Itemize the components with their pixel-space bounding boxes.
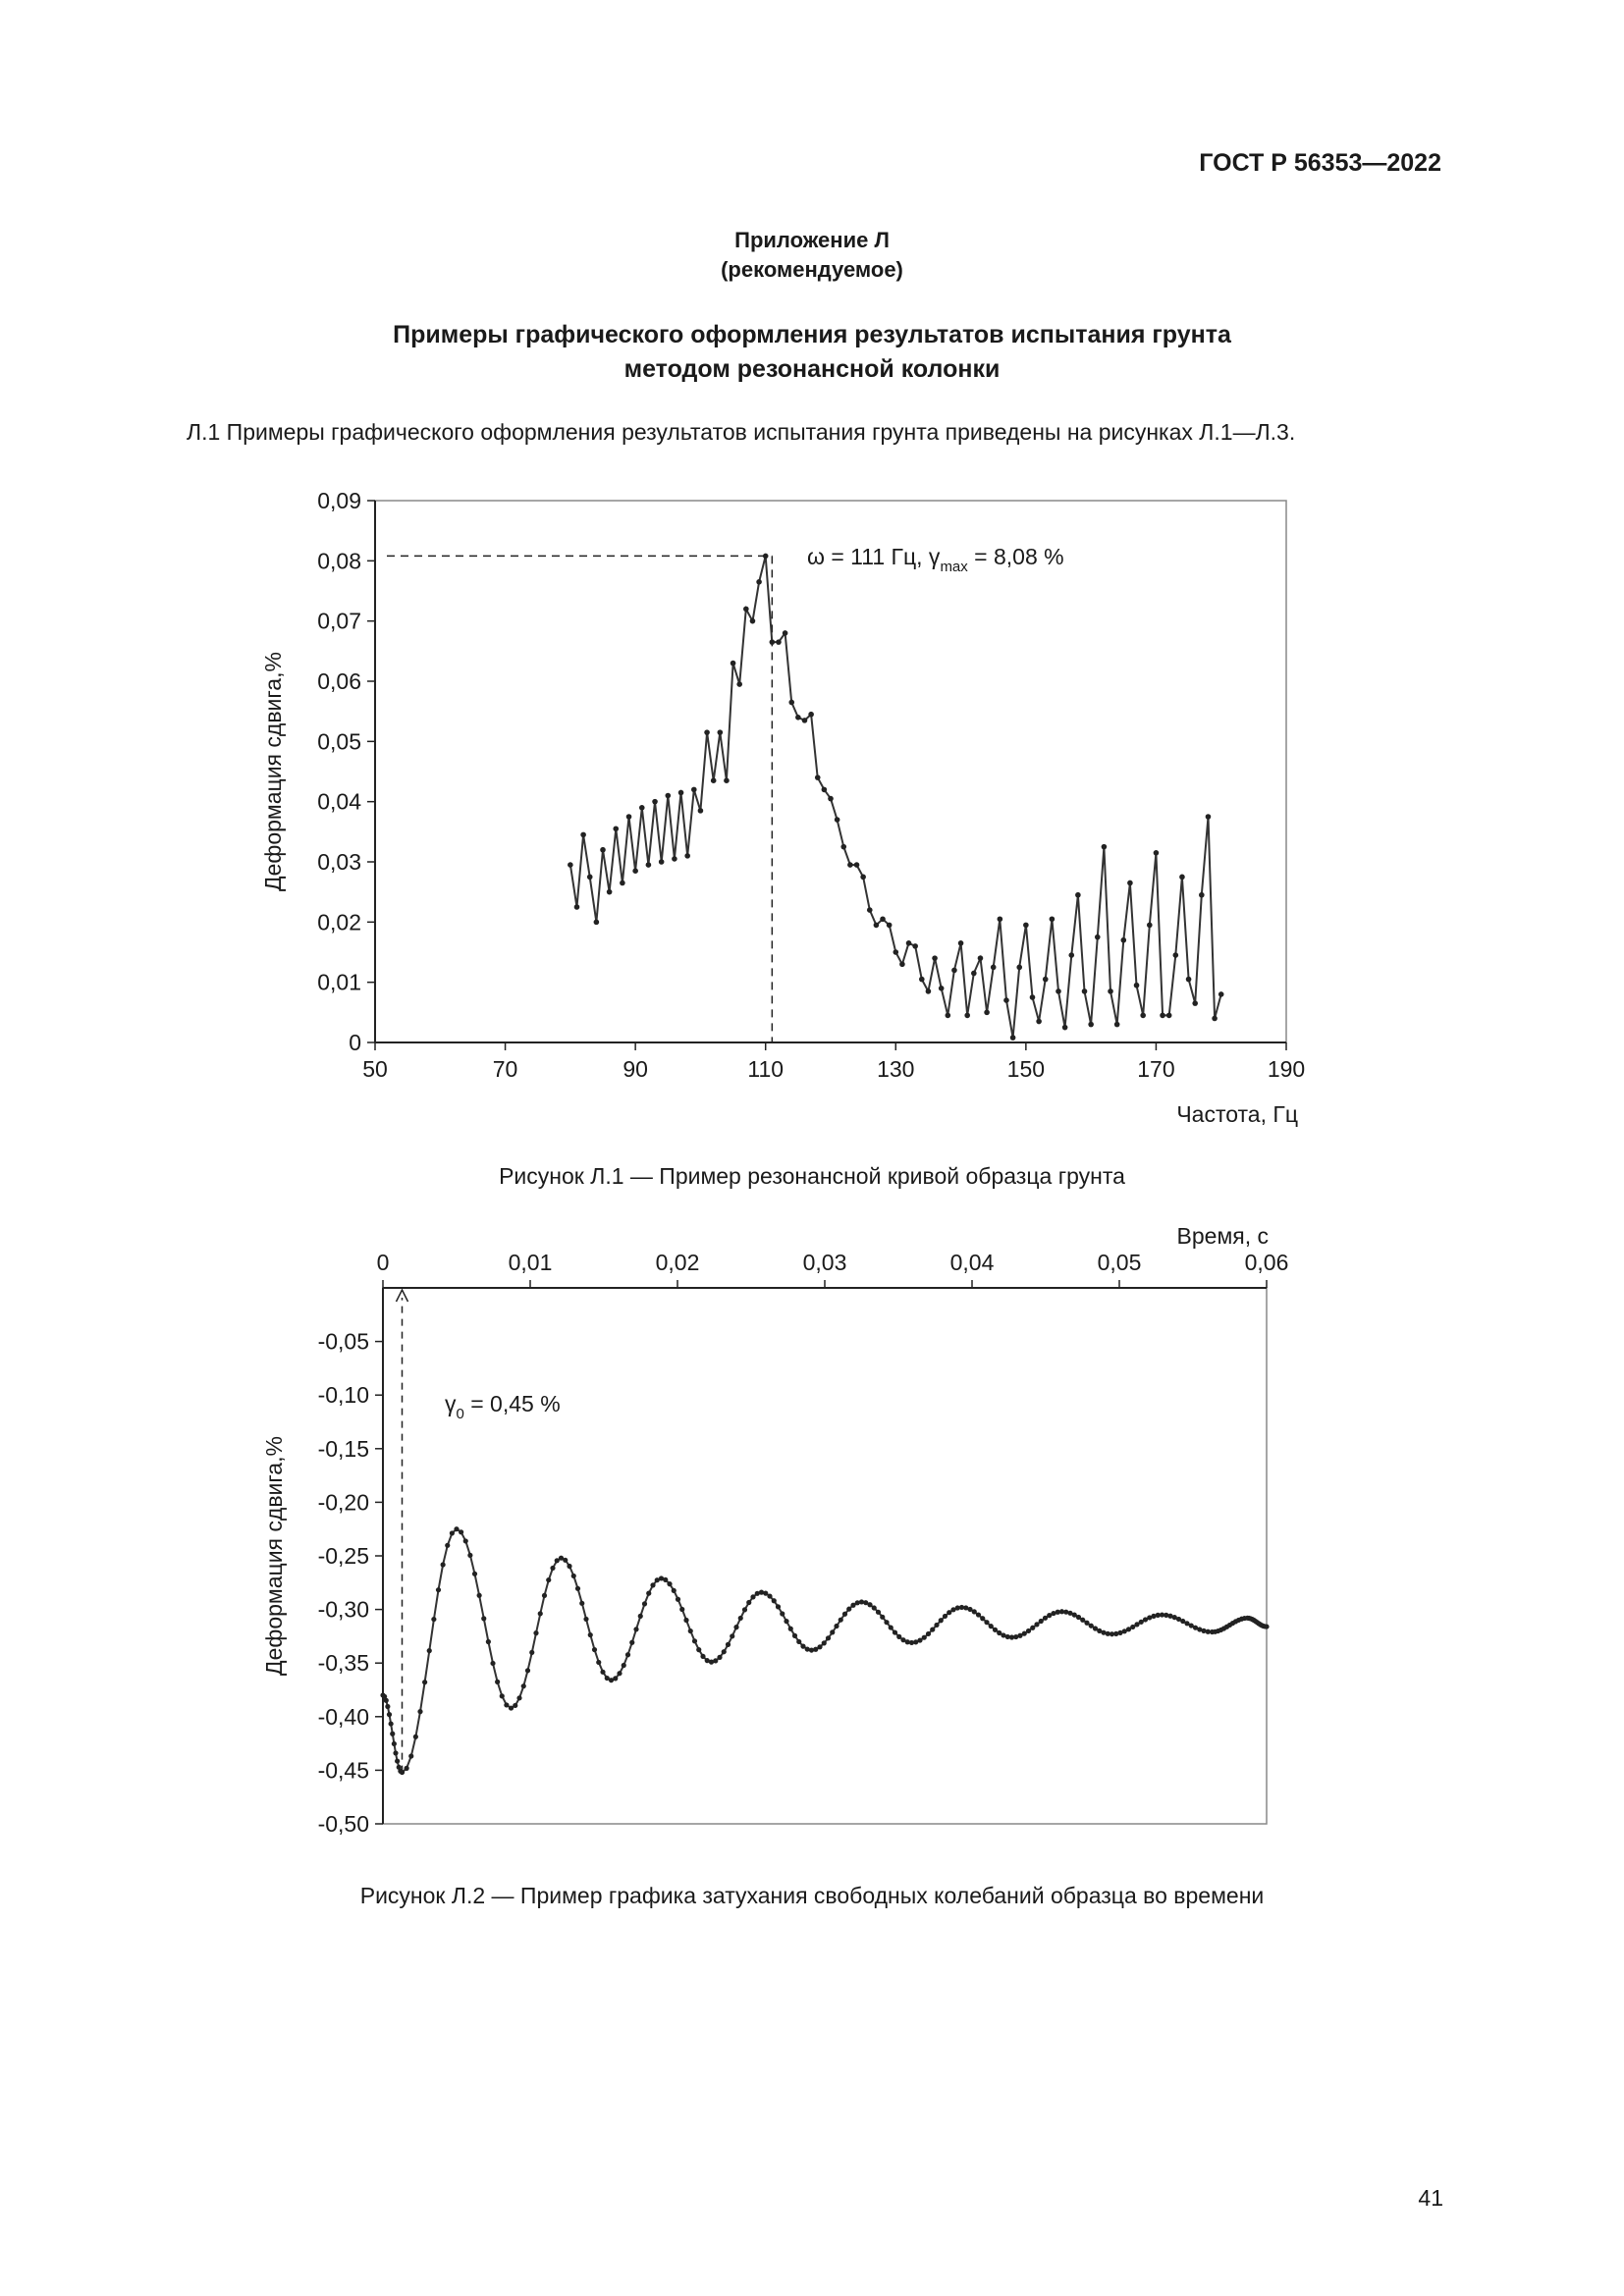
y-tick-label: -0,15: [317, 1435, 369, 1462]
data-point: [1003, 997, 1009, 1003]
data-point: [770, 639, 776, 645]
data-point: [427, 1648, 432, 1653]
data-point: [679, 1607, 684, 1612]
y-tick-label: -0,05: [317, 1328, 369, 1355]
data-point: [896, 1634, 901, 1639]
amplitude-annotation-subscript: 0: [456, 1406, 464, 1422]
data-point: [763, 1591, 768, 1596]
data-point: [504, 1702, 509, 1707]
data-point: [600, 1670, 605, 1675]
peak-annotation: [807, 544, 1064, 575]
data-point: [642, 1601, 647, 1606]
x-axis-title: Частота, Гц: [1176, 1101, 1298, 1127]
y-tick-label: -0,25: [317, 1543, 369, 1569]
data-point: [486, 1639, 491, 1644]
data-point: [884, 1620, 889, 1625]
x-tick-label: 0,02: [655, 1250, 700, 1275]
data-point: [1179, 875, 1185, 881]
data-point: [441, 1562, 446, 1567]
data-point: [575, 1586, 580, 1591]
data-point: [880, 1615, 885, 1620]
data-point: [633, 1627, 638, 1631]
data-point: [392, 1741, 397, 1746]
data-point: [1056, 988, 1061, 994]
data-point: [632, 868, 638, 874]
data-point: [1102, 844, 1108, 850]
data-point: [1134, 983, 1140, 988]
data-point: [839, 1618, 843, 1623]
data-point: [724, 777, 730, 783]
x-tick-label: 110: [747, 1056, 785, 1082]
data-point: [738, 1616, 743, 1621]
data-point: [872, 1605, 877, 1610]
data-point: [1023, 923, 1029, 929]
data-point: [930, 1627, 935, 1631]
data-point: [513, 1703, 517, 1708]
data-point: [733, 1625, 738, 1629]
data-point: [815, 774, 821, 780]
data-point: [629, 1640, 634, 1645]
data-point: [594, 920, 600, 926]
section-heading-line-1: Примеры графического оформления результатов испытания грунта: [393, 321, 1231, 348]
y-tick-label: -0,10: [317, 1382, 369, 1409]
data-point: [393, 1750, 398, 1755]
figure-1-caption: Рисунок Л.1 — Пример резонансной кривой образца грунта: [499, 1163, 1125, 1189]
data-point: [652, 799, 658, 805]
data-point: [454, 1526, 459, 1531]
amplitude-annotation-value: = 0,45 %: [463, 1391, 561, 1416]
data-point: [500, 1693, 505, 1698]
data-point: [1030, 994, 1036, 1000]
data-point: [984, 1620, 989, 1625]
data-point: [1206, 814, 1212, 820]
data-point: [385, 1704, 390, 1709]
data-point: [780, 1611, 785, 1616]
data-point: [926, 1631, 931, 1636]
y-axis-title: Деформация сдвига,%: [261, 1436, 287, 1676]
data-point: [1114, 1022, 1120, 1028]
data-point: [1192, 1000, 1198, 1006]
data-point: [1140, 1013, 1146, 1019]
data-point: [847, 862, 853, 868]
data-point: [521, 1683, 526, 1688]
data-point: [958, 940, 964, 946]
document-id: ГОСТ Р 56353—2022: [1199, 149, 1441, 177]
data-point: [571, 1574, 576, 1578]
data-point: [638, 1614, 643, 1619]
data-point: [750, 1594, 755, 1599]
section-heading-line-2: методом резонансной колонки: [623, 355, 1001, 383]
data-point: [912, 943, 918, 949]
data-point: [991, 965, 997, 971]
data-point: [867, 1602, 872, 1607]
data-point: [546, 1577, 551, 1582]
data-point: [750, 618, 756, 624]
data-point: [692, 1638, 697, 1643]
data-point: [1173, 952, 1179, 958]
data-point: [450, 1530, 455, 1535]
data-point: [459, 1529, 463, 1534]
data-point: [795, 715, 801, 721]
data-point: [876, 1610, 881, 1615]
x-tick-label: 0: [376, 1250, 390, 1275]
data-point: [1147, 923, 1153, 929]
data-point: [717, 1655, 722, 1660]
appendix-subtitle: (рекомендуемое): [721, 257, 903, 282]
data-point: [696, 1647, 701, 1652]
data-point: [613, 1676, 618, 1681]
data-point: [998, 916, 1003, 922]
data-point: [976, 1612, 981, 1617]
data-point: [889, 1625, 893, 1629]
data-point: [830, 1629, 835, 1634]
data-point: [525, 1668, 530, 1673]
data-point: [698, 808, 704, 814]
y-tick-label: -0,20: [317, 1489, 369, 1516]
data-point: [431, 1617, 436, 1622]
data-point: [704, 729, 710, 735]
data-point: [934, 1623, 939, 1628]
data-point: [842, 1612, 847, 1617]
data-point: [932, 955, 938, 961]
y-tick-label: 0: [349, 1030, 361, 1055]
x-tick-label: 170: [1137, 1056, 1175, 1082]
data-point: [691, 787, 697, 793]
data-point: [678, 790, 684, 796]
data-point: [946, 1013, 951, 1019]
data-point: [390, 1732, 395, 1736]
data-point: [874, 923, 880, 929]
data-point: [1016, 965, 1022, 971]
peak-annotation-value: = 8,08 %: [967, 544, 1064, 569]
data-point: [1088, 1022, 1094, 1028]
data-point: [817, 1644, 822, 1649]
y-tick-label: 0,06: [317, 668, 361, 694]
data-point: [538, 1611, 543, 1616]
data-point: [776, 639, 782, 645]
data-point: [568, 862, 573, 868]
y-tick-label: 0,09: [317, 488, 361, 513]
y-tick-label: 0,01: [317, 969, 361, 995]
data-point: [800, 1644, 805, 1649]
data-point: [867, 907, 873, 913]
data-point: [529, 1650, 534, 1655]
data-point: [620, 881, 625, 886]
data-point: [835, 817, 840, 823]
data-point: [1160, 1013, 1165, 1019]
data-point: [926, 988, 932, 994]
data-point: [387, 1712, 392, 1717]
data-point: [854, 862, 860, 868]
data-point: [467, 1553, 472, 1558]
data-point: [972, 1609, 977, 1614]
data-point: [672, 856, 677, 862]
data-point: [742, 1607, 747, 1612]
data-point: [993, 1628, 998, 1632]
x-tick-label: 0,01: [508, 1250, 553, 1275]
data-point: [1212, 1016, 1218, 1022]
data-point: [1076, 1615, 1081, 1620]
peak-annotation-subscript: max: [940, 559, 968, 575]
data-point: [880, 916, 886, 922]
data-point: [1127, 881, 1133, 886]
data-point: [481, 1616, 486, 1621]
data-point: [763, 554, 769, 560]
data-point: [802, 718, 808, 723]
data-point: [1154, 850, 1160, 856]
data-point: [1120, 937, 1126, 943]
data-point: [1034, 1622, 1039, 1627]
data-point: [951, 968, 957, 974]
data-point: [667, 1581, 672, 1586]
data-point: [622, 1663, 626, 1668]
data-point: [405, 1766, 409, 1771]
data-point: [834, 1624, 839, 1629]
data-point: [788, 1627, 793, 1631]
data-point: [943, 1614, 947, 1619]
data-point: [772, 1598, 777, 1603]
data-point: [672, 1588, 677, 1593]
data-point: [978, 955, 984, 961]
data-point: [711, 777, 717, 783]
data-point: [676, 1597, 680, 1602]
data-point: [899, 961, 905, 967]
x-tick-label: 70: [492, 1056, 518, 1082]
data-point: [463, 1538, 468, 1543]
data-point: [1089, 1624, 1094, 1629]
y-tick-label: 0,02: [317, 909, 361, 935]
data-point: [550, 1566, 555, 1571]
appendix-title: Приложение Л: [734, 228, 890, 252]
data-point: [846, 1607, 851, 1612]
data-point: [413, 1735, 418, 1739]
amplitude-annotation: [445, 1391, 561, 1422]
y-tick-label: -0,50: [317, 1811, 369, 1837]
data-point: [1062, 1025, 1068, 1031]
x-tick-label: 50: [362, 1056, 388, 1082]
data-point: [646, 1591, 651, 1596]
data-point: [922, 1635, 927, 1640]
data-point: [1080, 1618, 1085, 1623]
data-point: [1036, 1019, 1042, 1025]
data-point: [477, 1593, 482, 1598]
data-point: [887, 923, 893, 929]
data-point: [1075, 892, 1081, 898]
x-tick-label: 150: [1006, 1056, 1046, 1082]
intro-paragraph: Л.1 Примеры графического оформления результатов испытания грунта приведены на рисунках Л.1—Л.3.: [187, 419, 1296, 445]
data-point: [1010, 1035, 1016, 1041]
data-point: [607, 889, 613, 895]
data-point: [1068, 952, 1074, 958]
data-point: [893, 1629, 897, 1634]
data-point: [587, 875, 593, 881]
page-number: 41: [1418, 2185, 1443, 2211]
data-point: [417, 1709, 422, 1714]
data-point: [684, 853, 690, 859]
data-point: [700, 1654, 705, 1659]
y-tick-label: 0,03: [317, 849, 361, 875]
data-point: [713, 1658, 718, 1663]
data-point: [971, 971, 977, 977]
x-tick-label: 0,05: [1097, 1250, 1142, 1275]
data-point: [808, 712, 814, 718]
data-point: [726, 1642, 731, 1647]
data-point: [1108, 988, 1113, 994]
data-point: [1095, 934, 1101, 940]
data-point: [600, 847, 606, 853]
x-tick-label: 90: [623, 1056, 648, 1082]
y-tick-label: 0,04: [317, 788, 361, 815]
data-point: [1026, 1629, 1031, 1633]
y-tick-label: -0,45: [317, 1757, 369, 1784]
data-point: [784, 1619, 788, 1624]
decay-series-line: [383, 1529, 1267, 1773]
data-point: [947, 1610, 951, 1615]
data-point: [495, 1680, 500, 1684]
data-point: [567, 1564, 571, 1569]
data-point: [776, 1604, 781, 1609]
data-point: [659, 859, 665, 865]
data-point: [579, 1601, 584, 1606]
data-point: [617, 1671, 622, 1676]
data-point: [663, 1577, 668, 1582]
y-tick-label: 0,07: [317, 608, 361, 634]
data-point: [665, 793, 671, 799]
data-point: [592, 1647, 597, 1652]
figure-2-caption: Рисунок Л.2 — Пример графика затухания свободных колебаний образца во времени: [359, 1883, 1265, 1908]
data-point: [1050, 916, 1056, 922]
data-point: [822, 787, 828, 793]
data-point: [688, 1629, 693, 1633]
peak-annotation-main: ω = 111 Гц, γ: [807, 544, 941, 569]
x-tick-label: 0,04: [949, 1250, 995, 1275]
data-point: [1264, 1624, 1269, 1629]
data-point: [639, 805, 645, 811]
data-point: [408, 1753, 413, 1758]
data-point: [389, 1721, 394, 1726]
data-point: [980, 1616, 985, 1621]
data-point: [731, 661, 736, 667]
data-point: [583, 1617, 588, 1622]
x-tick-label: 130: [877, 1056, 915, 1082]
amplitude-annotation-symbol: γ: [445, 1391, 457, 1416]
data-point: [580, 832, 586, 838]
data-point: [1199, 892, 1205, 898]
data-point: [730, 1633, 734, 1638]
x-tick-label: 190: [1267, 1056, 1306, 1082]
data-point: [1043, 977, 1049, 983]
data-point: [919, 977, 925, 983]
data-point: [989, 1624, 994, 1629]
data-point: [395, 1758, 400, 1763]
data-point: [743, 607, 749, 613]
data-point: [756, 579, 762, 585]
data-point: [1082, 988, 1088, 994]
plot-area-frame: [383, 1288, 1267, 1824]
data-point: [893, 949, 898, 955]
data-point: [1166, 1013, 1172, 1019]
data-point: [650, 1582, 655, 1587]
data-point: [1030, 1626, 1035, 1630]
data-point: [1084, 1621, 1089, 1626]
data-point: [516, 1695, 521, 1700]
data-point: [1186, 977, 1192, 983]
data-point: [626, 814, 632, 820]
y-tick-label: 0,05: [317, 728, 361, 755]
y-tick-label: -0,40: [317, 1703, 369, 1730]
data-point: [400, 1770, 405, 1775]
data-point: [1218, 991, 1224, 997]
data-point: [826, 1635, 831, 1640]
data-point: [736, 681, 742, 687]
data-point: [796, 1639, 801, 1644]
data-point: [1039, 1619, 1044, 1624]
data-point: [625, 1652, 630, 1657]
data-point: [646, 862, 652, 868]
data-point: [783, 630, 788, 636]
data-point: [984, 1010, 990, 1016]
data-point: [964, 1013, 970, 1019]
x-axis-title: Время, с: [1176, 1223, 1269, 1249]
data-point: [542, 1593, 547, 1598]
data-point: [822, 1640, 827, 1645]
y-tick-label: -0,30: [317, 1596, 369, 1623]
data-point: [588, 1632, 593, 1637]
data-point: [746, 1600, 751, 1605]
data-point: [906, 940, 912, 946]
data-point: [613, 826, 619, 831]
data-point: [939, 986, 945, 991]
data-point: [574, 904, 580, 910]
data-point: [436, 1587, 441, 1592]
y-axis-title: Деформация сдвига,%: [260, 652, 286, 891]
data-point: [596, 1660, 601, 1665]
data-point: [445, 1543, 450, 1548]
data-point: [683, 1618, 688, 1623]
plot-area-frame: [375, 501, 1286, 1042]
data-point: [718, 729, 724, 735]
data-point: [722, 1649, 727, 1654]
data-point: [828, 796, 834, 802]
decay-oscillation-chart: [0, 1198, 1624, 1845]
x-tick-label: 0,06: [1244, 1250, 1289, 1275]
data-point: [533, 1630, 538, 1635]
data-point: [917, 1637, 922, 1642]
data-point: [840, 844, 846, 850]
data-point: [422, 1680, 427, 1684]
data-point: [490, 1661, 495, 1666]
data-point: [792, 1633, 797, 1638]
data-point: [767, 1593, 772, 1598]
data-point: [472, 1572, 477, 1576]
data-point: [788, 700, 794, 706]
x-tick-label: 0,03: [802, 1250, 847, 1275]
y-tick-label: 0,08: [317, 548, 361, 574]
data-point: [563, 1558, 568, 1563]
y-tick-label: -0,35: [317, 1650, 369, 1677]
data-point: [860, 875, 866, 881]
data-point: [939, 1618, 944, 1623]
data-point: [384, 1698, 389, 1703]
